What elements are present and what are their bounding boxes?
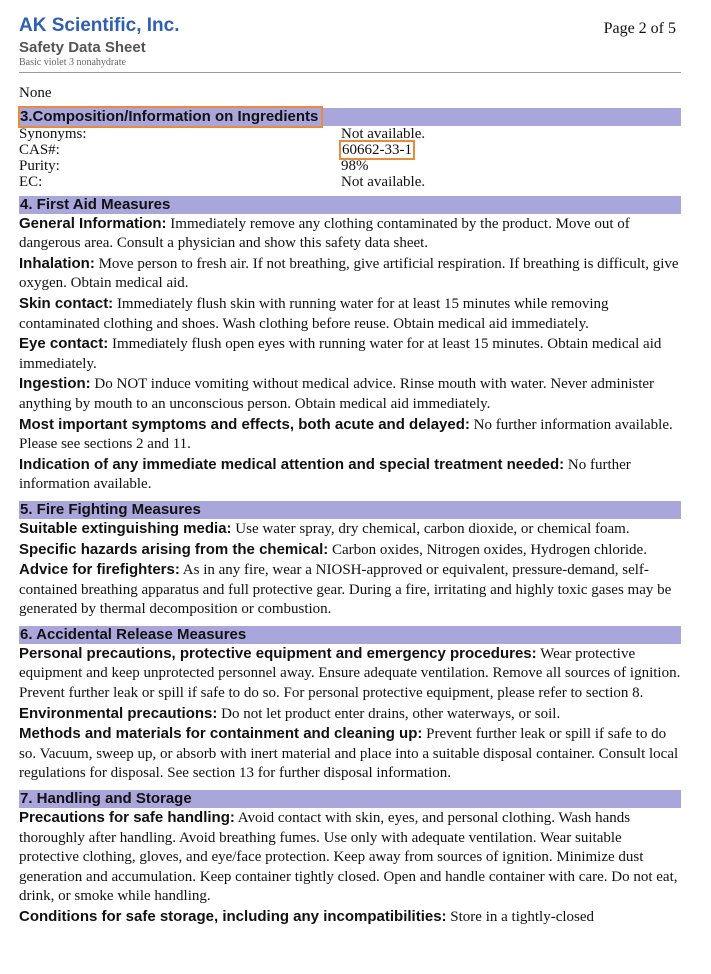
- paragraph-label: Indication of any immediate medical attention and special treatment needed:: [19, 455, 565, 473]
- info-row: [19, 158, 681, 174]
- info-row: [19, 126, 681, 142]
- paragraph-label: Skin contact:: [19, 294, 114, 312]
- paragraph: [19, 519, 681, 540]
- paragraph-text: Do not let product enter drains, other waterways, or soil.: [217, 705, 561, 722]
- paragraph-label: Inhalation:: [19, 254, 95, 272]
- section-heading: 4. First Aid Measures: [19, 196, 681, 214]
- section-fire-fighting: [19, 501, 681, 620]
- paragraph: [19, 254, 681, 294]
- section-composition: [19, 108, 681, 190]
- row-value: 98%: [341, 157, 369, 174]
- paragraph-label: Environmental precautions:: [19, 704, 218, 722]
- section-title-composition: 3.Composition/Information on Ingredients: [20, 108, 321, 126]
- paragraph-label: Precautions for safe handling:: [19, 809, 235, 827]
- paragraph-text: Store in a tightly-closed: [446, 909, 595, 925]
- paragraph-text: Wear protective equipment and keep unprotected personnel away. Ensure adequate ventilation. Remove all sources of ignition. Prevent further leak or spill if safe to do so. For personal protective equipment, please refer to section 8.: [19, 645, 681, 702]
- paragraph: [19, 540, 681, 561]
- section-first-aid: [19, 196, 681, 495]
- cas-number: 60662-33-1: [342, 141, 412, 158]
- paragraph-text: Immediately flush open eyes with running water for at least 15 minutes. Obtain medical aid immediately.: [19, 336, 662, 372]
- paragraph: [19, 907, 681, 928]
- cas-number-value: [341, 142, 681, 158]
- row-value: Not available.: [341, 173, 426, 190]
- paragraph-label: General Information:: [19, 214, 167, 232]
- section-handling-storage: [19, 790, 681, 928]
- paragraph-text: Immediately flush skin with running water for at least 15 minutes while removing contaminated clothing and shoes. Wash clothing before reuse. Obtain medical aid immediately.: [19, 295, 609, 332]
- paragraph-text: As in any fire, wear a NIOSH-approved or equivalent, pressure-demand, self-contained breathing apparatus and full protective gear. During a fire, irritating and highly toxic gases may be generated by thermal decomposition or combustion.: [19, 562, 672, 618]
- paragraph-text: Use water spray, dry chemical, carbon dioxide, or chemical foam.: [231, 520, 630, 537]
- header-divider: [19, 72, 681, 73]
- row-value: Not available.: [341, 125, 426, 142]
- paragraph-text: No further information available. Please see sections 2 and 11.: [19, 416, 673, 453]
- section-heading: 6. Accidental Release Measures: [19, 626, 681, 644]
- paragraph-label: Advice for firefighters:: [19, 561, 180, 579]
- product-name: Basic violet 3 nonahydrate: [19, 57, 126, 68]
- row-label: CAS#:: [19, 141, 60, 158]
- section-accidental-release: [19, 626, 681, 784]
- paragraph-label: Specific hazards arising from the chemical:: [19, 540, 329, 558]
- paragraph: [19, 808, 681, 907]
- document-title: Safety Data Sheet: [19, 39, 146, 56]
- row-label: EC:: [19, 173, 43, 190]
- paragraph: [19, 704, 681, 725]
- section-heading: 5. Fire Fighting Measures: [19, 501, 681, 519]
- document-body: [19, 84, 681, 928]
- paragraph-label: Methods and materials for containment and cleaning up:: [19, 725, 423, 743]
- paragraph-label: Conditions for safe storage, including any incompatibilities:: [19, 908, 447, 925]
- row-label: Synonyms:: [19, 125, 87, 142]
- section-heading: [19, 108, 681, 126]
- paragraph: [19, 374, 681, 414]
- paragraph-label: Eye contact:: [19, 335, 109, 353]
- paragraph: [19, 560, 681, 620]
- lead-text: None: [19, 85, 52, 101]
- paragraph-label: Most important symptoms and effects, both acute and delayed:: [19, 415, 470, 433]
- paragraph-label: Personal precautions, protective equipment and emergency procedures:: [19, 644, 537, 662]
- paragraph: [19, 455, 681, 495]
- paragraph: [19, 415, 681, 455]
- info-row: [19, 142, 681, 158]
- paragraph-label: Suitable extinguishing media:: [19, 519, 232, 537]
- info-row: [19, 174, 681, 190]
- paragraph-text: Prevent further leak or spill if safe to do so. Vacuum, sweep up, or absorb with inert material and place into a suitable disposal container. Consult local regulations for disposal. See section 13 for further disposal information.: [19, 726, 679, 782]
- paragraph: [19, 724, 681, 784]
- paragraph-text: Carbon oxides, Nitrogen oxides, Hydrogen chloride.: [328, 541, 647, 558]
- paragraph-text: No further information available.: [19, 456, 631, 493]
- company-name: AK Scientific, Inc.: [19, 15, 180, 36]
- paragraph: [19, 334, 681, 374]
- paragraph-text: Immediately remove any clothing contaminated by the product. Move out of dangerous area. Consult a physician and show this safety data sheet.: [19, 215, 630, 252]
- paragraph: [19, 214, 681, 254]
- section-heading: 7. Handling and Storage: [19, 790, 681, 808]
- paragraph-text: Avoid contact with skin, eyes, and personal clothing. Wash hands thoroughly after handling. Avoid breathing fumes. Use only with adequate ventilation. Wear suitable protective clothing, gloves, and eye/face protection. Keep away from sources of ignition. Minimize dust generation and accumulation. Keep container tightly closed. Open and handle container with care. Do not eat, drink, or smoke while handling.: [19, 810, 678, 905]
- page-number: Page 2 of 5: [603, 20, 676, 37]
- paragraph: [19, 644, 681, 704]
- paragraph-label: Ingestion:: [19, 375, 91, 393]
- paragraph-text: Move person to fresh air. If not breathing, give artificial respiration. If breathing is difficult, give oxygen. Obtain medical aid.: [19, 255, 679, 292]
- row-label: Purity:: [19, 157, 60, 174]
- paragraph: [19, 294, 681, 334]
- paragraph-text: Do NOT induce vomiting without medical advice. Rinse mouth with water. Never administer anything by mouth to an unconscious person. Obtain medical aid immediately.: [19, 376, 655, 412]
